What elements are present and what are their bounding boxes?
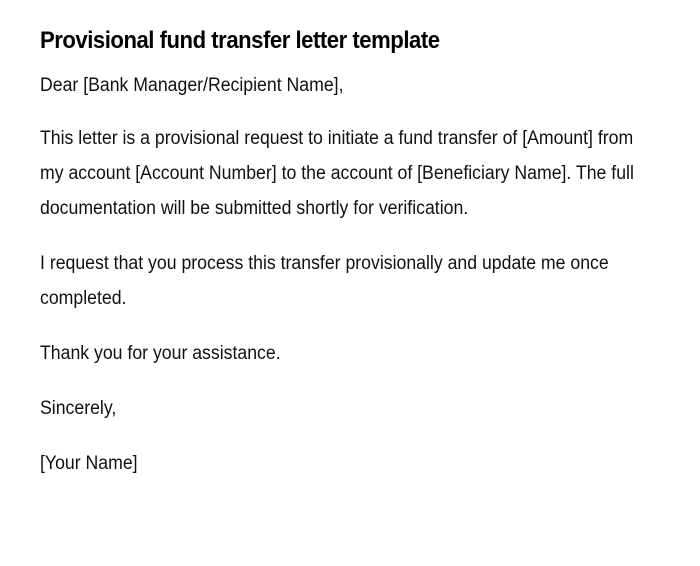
letter-body-paragraph: Thank you for your assistance. [40,343,281,364]
letter-document [40,24,640,501]
letter-body-paragraph: This letter is a provisional request to initiate a fund transfer of [Amount] from my account [Account Number] to the account of [Beneficiary Name]. The full documentation will be submitted shortly for verification. [40,128,634,219]
letter-signature: [Your Name] [40,453,138,474]
page-title: Provisional fund transfer letter template [40,27,440,54]
letter-closing: Sincerely, [40,398,117,419]
letter-body-paragraph: I request that you process this transfer provisionally and update me once completed. [40,253,609,309]
letter-greeting: Dear [Bank Manager/Recipient Name], [40,75,344,96]
